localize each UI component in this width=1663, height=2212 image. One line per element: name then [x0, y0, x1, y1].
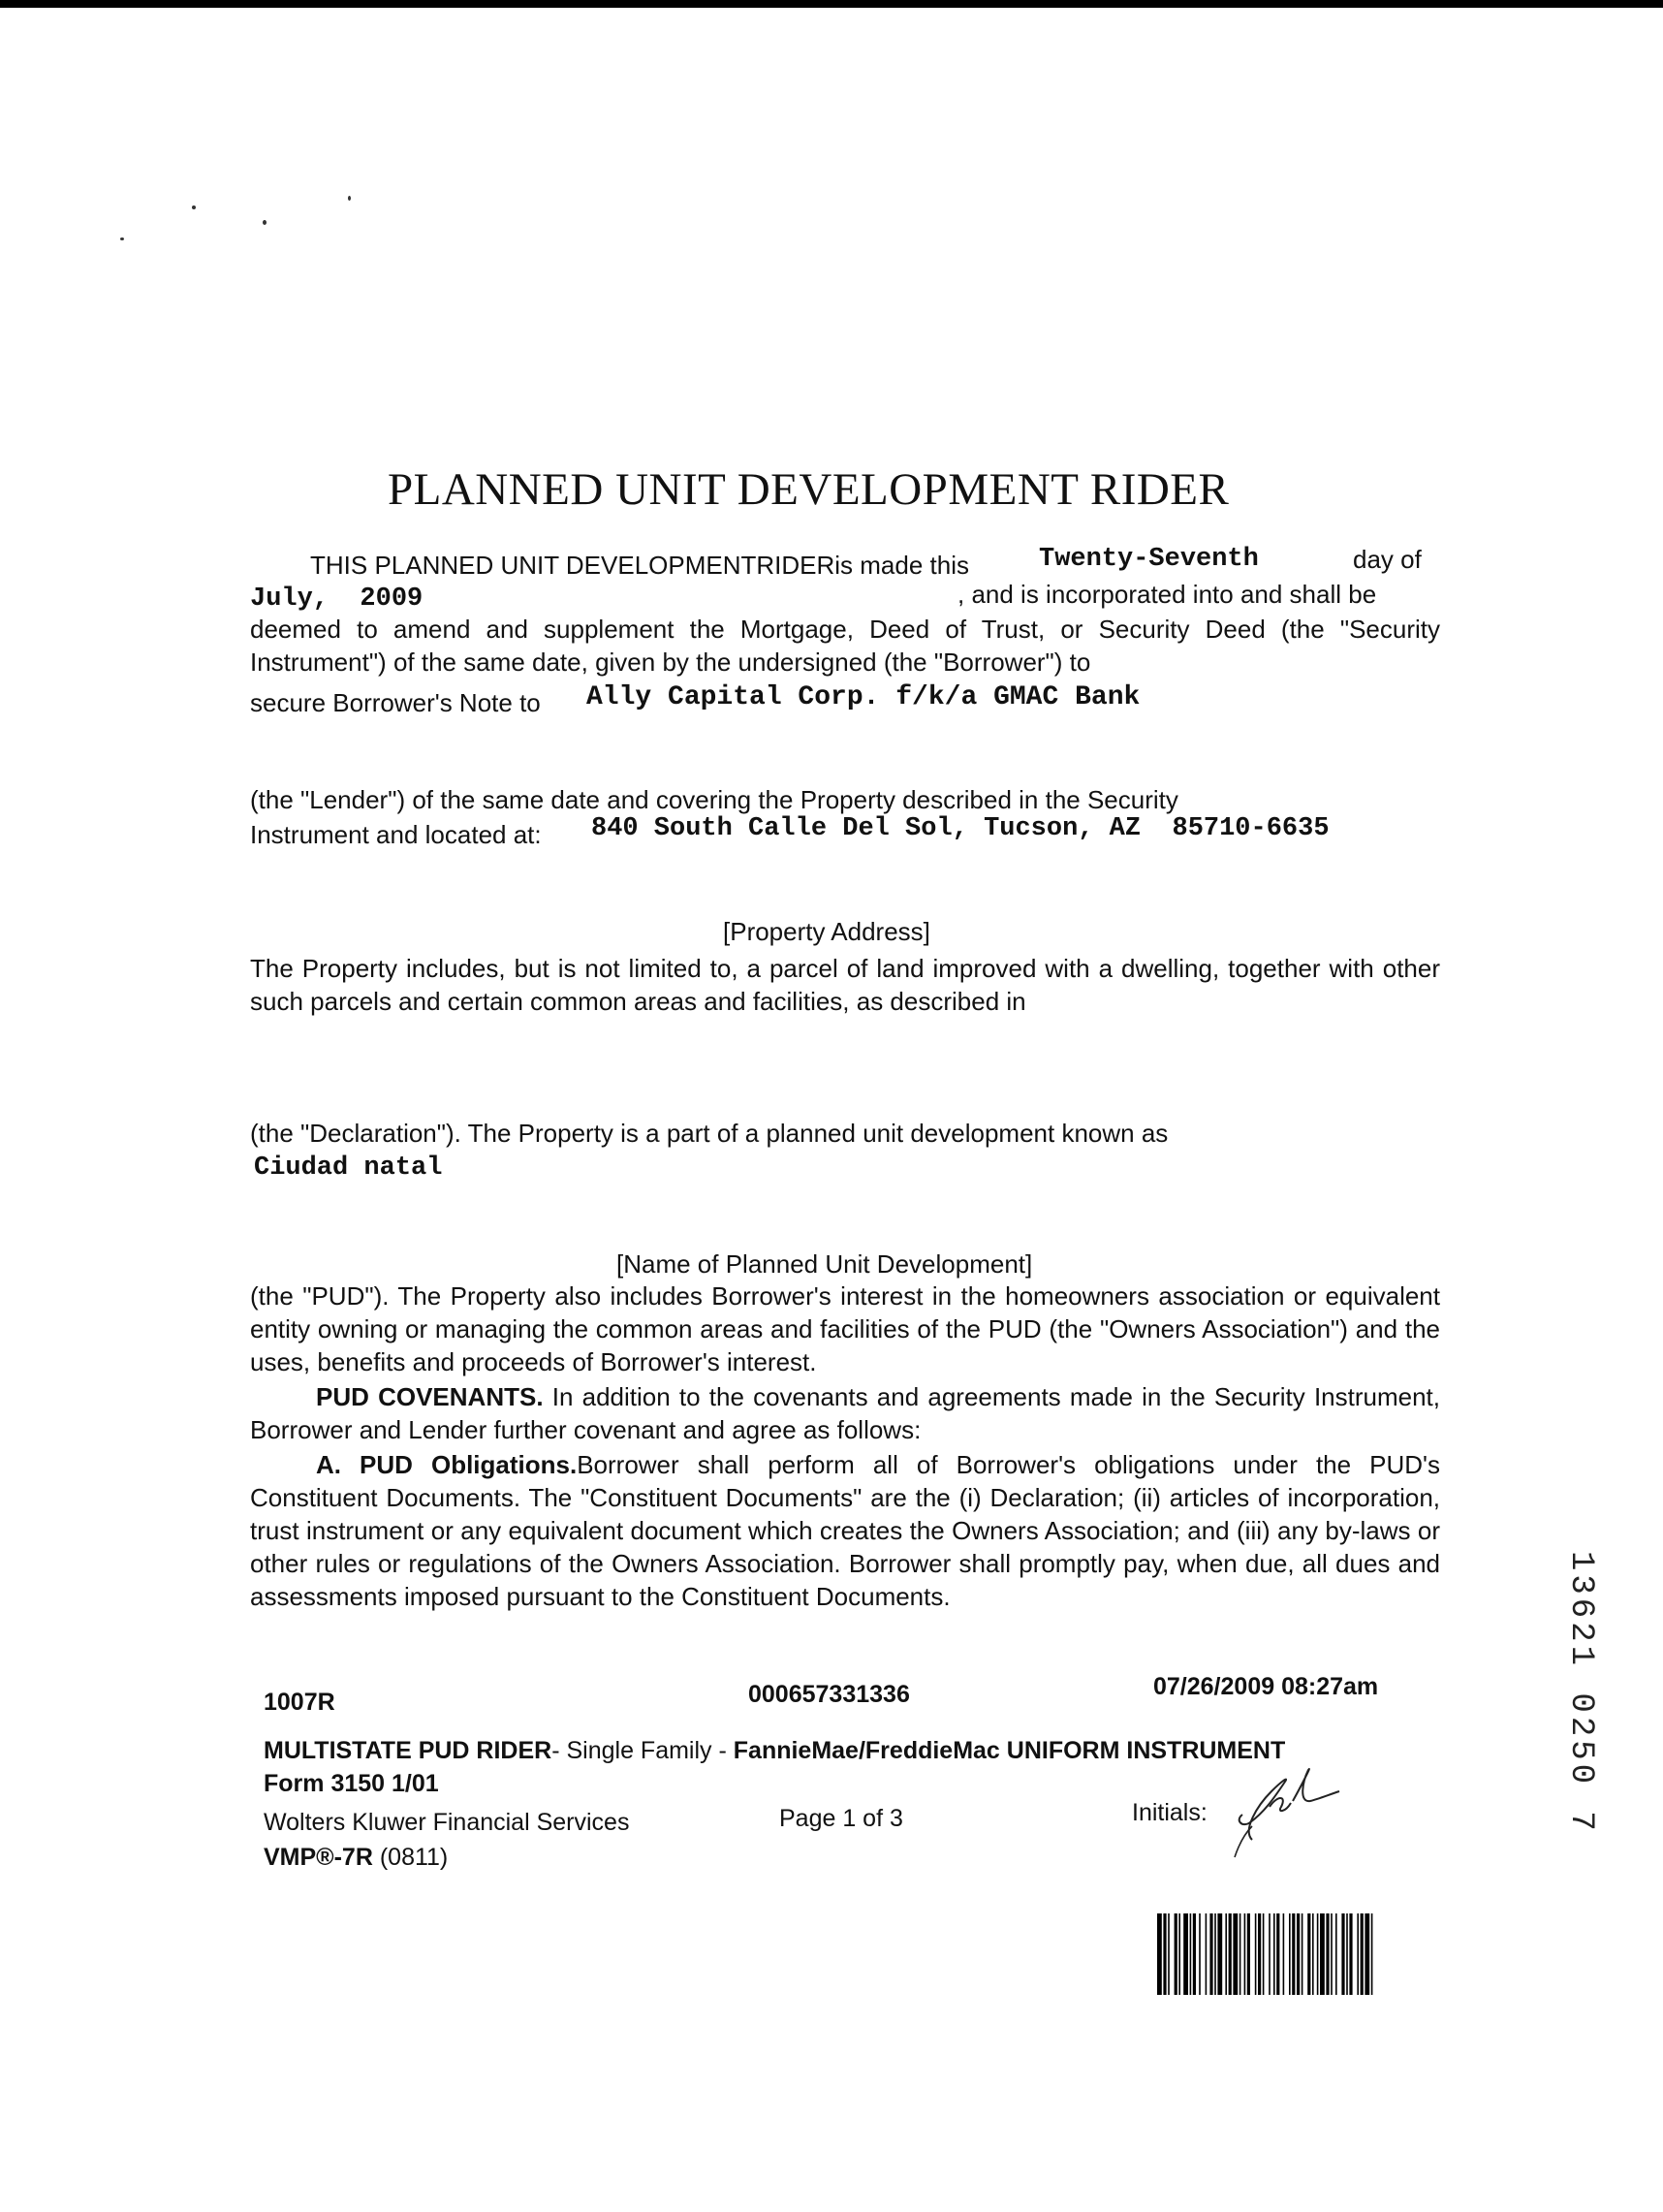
pud-paragraph: (the "PUD"). The Property also includes Borrower's interest in the homeowners association or equivalent entity owning or managing the common areas and facilities of the PUD (the "Owners Association") and the uses, benefits and proceeds of Borrower's interest.	[250, 1281, 1440, 1376]
barcode-bar	[1331, 1913, 1333, 1995]
barcode-bar	[1239, 1913, 1241, 1995]
barcode-bar	[1255, 1913, 1257, 1995]
document-title: PLANNED UNIT DEVELOPMENT RIDER	[388, 464, 1230, 515]
barcode-bar	[1273, 1913, 1275, 1995]
multistate-label: MULTISTATE PUD RIDER	[264, 1737, 552, 1764]
barcode-bar	[1193, 1913, 1196, 1995]
note-prefix: secure Borrower's Note to	[250, 688, 541, 717]
barcode-bar	[1217, 1913, 1222, 1995]
publisher: Wolters Kluwer Financial Services	[264, 1809, 630, 1836]
obligations-text: Borrower shall perform all of Borrower's obligations under the PUD's Constituent Documents. The "Constituent Documents" are the (i) Declaration; (ii) articles of incorporation, trust instrument or any equivalent document which creates the Owners Association; and (iii) any by-laws or other rules or regulations of the Owners Association. Borrower shall promptly pay, when due, all dues and assessments imposed pursuant to the Constituent Documents.	[250, 1450, 1440, 1611]
barcode-bar	[1302, 1913, 1303, 1995]
barcode-bar	[1312, 1913, 1314, 1995]
uniform-instrument-label: FannieMae/FreddieMac UNIFORM INSTRUMENT	[733, 1737, 1286, 1764]
barcode-bar	[1292, 1913, 1295, 1995]
page-label: Page 1 of 3	[779, 1805, 903, 1832]
barcode-bar	[1326, 1913, 1329, 1995]
property-includes-text: The Property includes, but is not limited to, a parcel of land improved with a dwelling, together with other such parcels and certain common areas and facilities, as described in	[250, 954, 1440, 1016]
obligations-paragraph	[250, 1448, 1440, 1613]
barcode-bar	[1365, 1913, 1369, 1995]
barcode-bar	[1320, 1913, 1325, 1995]
barcode-bar	[1157, 1913, 1162, 1995]
barcode-bar	[1175, 1913, 1177, 1995]
security-instrument-text: deemed to amend and supplement the Mortgage, Deed of Trust, or Security Deed (the "Security Instrument") of the same date, given by the undersigned (the "Borrower") to	[250, 615, 1440, 677]
barcode-bar	[1190, 1913, 1192, 1995]
barcode-bar	[1233, 1913, 1238, 1995]
barcode-bar	[1349, 1913, 1352, 1995]
barcode-bar	[1283, 1913, 1285, 1995]
single-family-label: - Single Family -	[551, 1737, 727, 1764]
barcode-bar	[1289, 1913, 1291, 1995]
address-prefix: Instrument and located at:	[250, 820, 542, 849]
declaration-line: (the "Declaration"). The Property is a part of a planned unit development known as	[250, 1119, 1169, 1148]
barcode-bar	[1206, 1913, 1208, 1995]
barcode-bar	[1276, 1913, 1279, 1995]
barcode-bar	[1371, 1913, 1373, 1995]
barcode-bar	[1178, 1913, 1180, 1995]
scan-speck	[120, 237, 124, 240]
vmp-code-bold: VMP®-7R	[264, 1844, 373, 1871]
barcode-bar	[1183, 1913, 1188, 1995]
loan-number: 000657331336	[748, 1681, 910, 1708]
pud-name-label: [Name of Planned Unit Development]	[616, 1249, 1033, 1279]
initials-label: Initials:	[1132, 1799, 1208, 1826]
day-of-label: day of	[1353, 545, 1422, 574]
initials-signature	[1213, 1753, 1349, 1859]
barcode-bar	[1225, 1913, 1227, 1995]
timestamp: 07/26/2009 08:27am	[1153, 1673, 1379, 1700]
barcode-bar	[1258, 1913, 1261, 1995]
property-address-label: [Property Address]	[723, 917, 930, 946]
covenants-heading: PUD COVENANTS.	[316, 1382, 544, 1411]
barcode-bar	[1247, 1913, 1250, 1995]
covenants-text: In addition to the covenants and agreements made in the Security Instrument, Borrower and Lender further covenant and agree as follows:	[250, 1382, 1441, 1444]
barcode-bar	[1168, 1913, 1170, 1995]
barcode-bar	[1341, 1913, 1344, 1995]
scan-speck	[348, 196, 351, 201]
barcode-bar	[1229, 1913, 1232, 1995]
covenants-paragraph	[250, 1380, 1440, 1446]
pud-name-value: Ciudad natal	[254, 1153, 443, 1183]
barcode-bar	[1163, 1913, 1166, 1995]
rider-day-value: Twenty-Seventh	[1039, 545, 1259, 574]
barcode-bar	[1307, 1913, 1310, 1995]
barcode-bar	[1209, 1913, 1212, 1995]
barcode-bar	[1346, 1913, 1348, 1995]
obligations-heading: A. PUD Obligations.	[316, 1450, 578, 1479]
vmp-code-rest: (0811)	[379, 1844, 449, 1871]
barcode	[1157, 1913, 1446, 1995]
property-address-value: 840 South Calle Del Sol, Tucson, AZ 85710-6635	[591, 814, 1330, 843]
barcode-bar	[1297, 1913, 1300, 1995]
incorporated-text: , and is incorporated into and shall be	[957, 580, 1377, 609]
scan-speck	[263, 220, 267, 225]
intro-prefix: THIS PLANNED UNIT DEVELOPMENTRIDERis made this	[310, 551, 969, 580]
scan-top-edge	[0, 0, 1663, 8]
barcode-bar	[1244, 1913, 1246, 1995]
side-stamp: 13621 0250 7	[1562, 1551, 1599, 1835]
barcode-bar	[1361, 1913, 1364, 1995]
form-code: 1007R	[264, 1689, 335, 1716]
barcode-bar	[1269, 1913, 1271, 1995]
lender-line: (the "Lender") of the same date and covering the Property described in the Security	[250, 785, 1178, 814]
barcode-bar	[1263, 1913, 1265, 1995]
barcode-bar	[1317, 1913, 1319, 1995]
form-title-line	[264, 1737, 1285, 1765]
rider-month-year: July, 2009	[250, 585, 424, 614]
vmp-code	[264, 1844, 448, 1872]
scan-speck	[192, 205, 196, 209]
barcode-bar	[1199, 1913, 1201, 1995]
barcode-bar	[1214, 1913, 1216, 1995]
barcode-bar	[1357, 1913, 1359, 1995]
lender-name: Ally Capital Corp. f/k/a GMAC Bank	[586, 682, 1141, 712]
form-number: Form 3150 1/01	[264, 1770, 439, 1797]
barcode-bar	[1335, 1913, 1337, 1995]
